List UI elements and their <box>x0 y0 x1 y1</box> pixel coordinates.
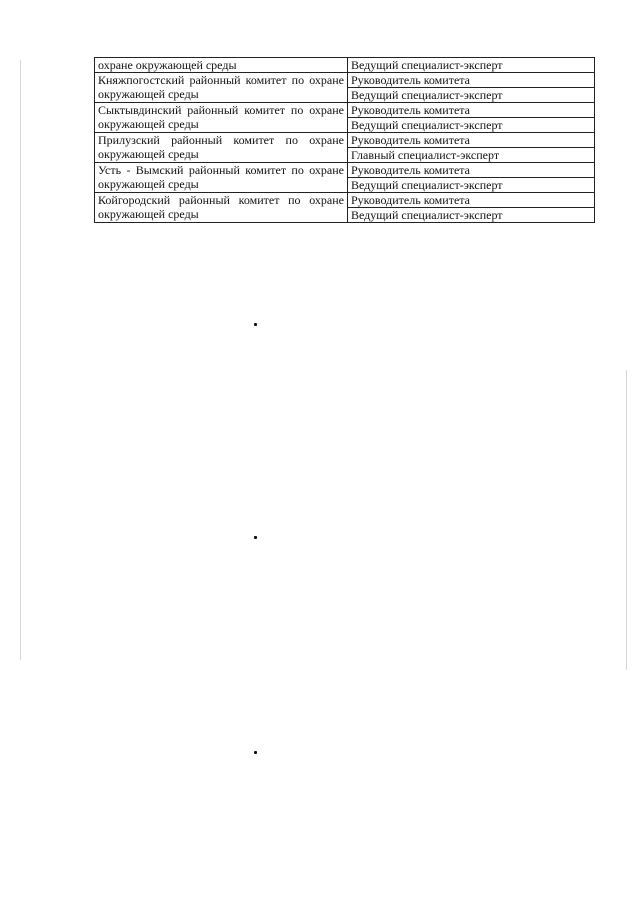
organization-cell: Княжпогостский районный комитет по охране окружающей среды <box>95 73 348 103</box>
table-row <box>95 103 595 118</box>
position-cell: Руководитель комитета <box>348 163 595 178</box>
position-cell: Ведущий специалист-эксперт <box>348 178 595 193</box>
scan-speck <box>254 323 257 326</box>
table-row <box>95 163 595 178</box>
organization-cell: Прилузский районный комитет по охране окружающей среды <box>95 133 348 163</box>
organization-cell: Усть - Вымский районный комитет по охране окружающей среды <box>95 163 348 193</box>
table-row <box>95 58 595 73</box>
position-cell: Главный специалист-эксперт <box>348 148 595 163</box>
table-row <box>95 193 595 208</box>
organization-cell: охране окружающей среды <box>95 58 348 73</box>
table-row <box>95 133 595 148</box>
position-cell: Ведущий специалист-эксперт <box>348 208 595 223</box>
position-cell: Руководитель комитета <box>348 133 595 148</box>
position-cell: Руководитель комитета <box>348 103 595 118</box>
position-cell: Руководитель комитета <box>348 193 595 208</box>
position-cell: Руководитель комитета <box>348 73 595 88</box>
position-cell: Ведущий специалист-эксперт <box>348 118 595 133</box>
staff-table <box>94 57 595 223</box>
scan-speck <box>254 751 257 754</box>
position-cell: Ведущий специалист-эксперт <box>348 88 595 103</box>
scan-speck <box>254 536 257 539</box>
organization-cell: Сыктывдинский районный комитет по охране окружающей среды <box>95 103 348 133</box>
scan-margin-line <box>626 370 627 670</box>
scan-margin-line <box>20 60 21 660</box>
table-row <box>95 73 595 88</box>
organization-cell: Койгородский районный комитет по охране окружающей среды <box>95 193 348 223</box>
position-cell: Ведущий специалист-эксперт <box>348 58 595 73</box>
staff-table-body <box>95 58 595 223</box>
